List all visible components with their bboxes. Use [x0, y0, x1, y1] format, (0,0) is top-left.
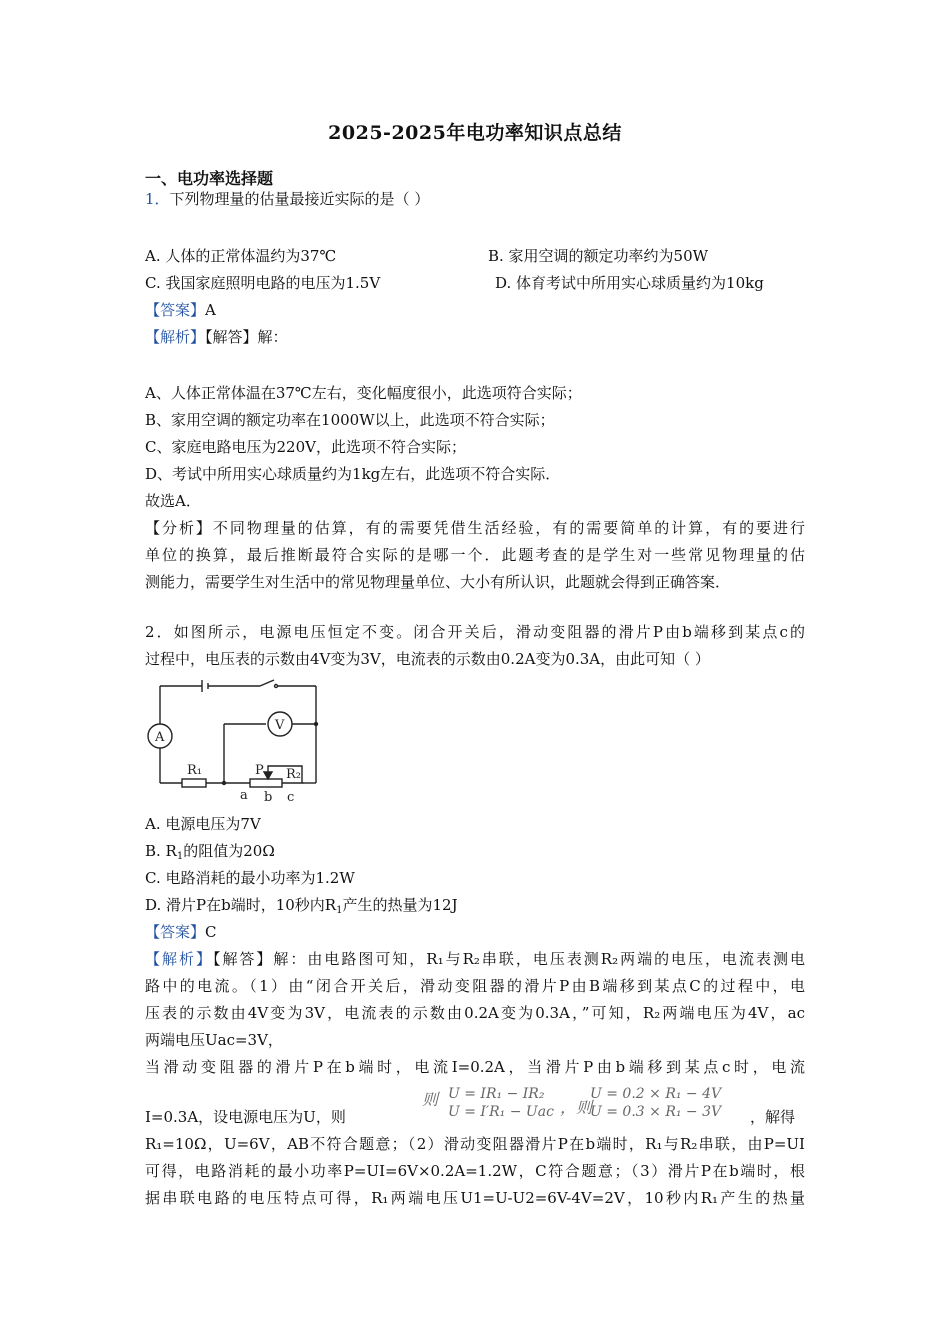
formula-ze-2: ，则 [560, 1098, 593, 1117]
q1-fenxi-2: 单位的换算，最后推断最符合实际的是哪一个．此题考查的是学生对一些常见物理量的估 [145, 546, 805, 564]
q2-stem-2: 过程中，电压表的示数由4V变为3V，电流表的示数由0.2A变为0.3A，由此可知（ ） [145, 650, 710, 668]
ammeter-label: A [155, 730, 165, 745]
formula-ze-1: 则 [422, 1090, 439, 1109]
p-label: P [255, 763, 264, 778]
q2-option-d: D. 滑片P在b端时，10秒内$R_1$产生的热量为12J [145, 896, 458, 916]
section-heading: 一、电功率选择题 [145, 169, 274, 188]
formula-eq2a: U = 0.2 × R₁ − 4V [590, 1086, 722, 1102]
formula-eq1b: U = I′R₁ − Uac [448, 1104, 554, 1120]
q2-analysis-9: 据串联电路的电压特点可得，R₁两端电压U1=U-U2=6V-4V=2V，10秒内R₁产生的热量 [145, 1189, 805, 1207]
circuit-diagram [140, 678, 340, 808]
q1-option-b: B. 家用空调的额定功率约为50W [488, 247, 709, 265]
q2-analysis-5: 当滑动变阻器的滑片P在b端时，电流I=0.2A，当滑片P由b端移到某点c时，电流 [145, 1058, 805, 1076]
q2-answer: 【答案】C [145, 923, 217, 941]
q2-stem-1: 2．如图所示，电源电压恒定不变。闭合开关后，滑动变阻器的滑片P由b端移到某点c的 [145, 623, 805, 641]
q2-option-b: B. $R_1$的阻值为20Ω [145, 842, 275, 862]
q1-option-c: C. 我国家庭照明电路的电压为1.5V [145, 274, 381, 292]
q1-analysis-c: C、家庭电路电压为220V，此选项不符合实际； [145, 438, 466, 456]
q1-choose: 故选A． [145, 492, 201, 510]
r1-label: R₁ [187, 763, 202, 778]
q1-option-d: D. 体育考试中所用实心球质量约为10kg [495, 274, 764, 292]
a-label: a [240, 788, 248, 803]
q2-analysis-1: 【解析】【解答】解：由电路图可知，R₁与R₂串联，电压表测R₂两端的电压，电流表测电 [145, 950, 805, 968]
formula-eq1a: U = IR₁ − IR₂ [448, 1086, 545, 1102]
q2-analysis-7: R₁=10Ω，U=6V，AB不符合题意；（2）滑动变阻器滑片P在b端时，R₁与R₂串联，由P=UI [145, 1135, 805, 1153]
q1-number: 1． [145, 190, 170, 208]
q1-fenxi-1: 【分析】不同物理量的估算，有的需要凭借生活经验，有的需要简单的计算，有的要进行 [145, 519, 805, 537]
q1-analysis-b: B、家用空调的额定功率在1000W以上，此选项不符合实际； [145, 411, 555, 429]
q2-analysis-2: 路中的电流。（1）由“闭合开关后，滑动变阻器的滑片P由B端移到某点C的过程中，电 [145, 977, 805, 995]
q2-analysis-8: 可得，电路消耗的最小功率P=UI=6V×0.2A=1.2W，C符合题意；（3）滑片P在b端时，根 [145, 1162, 805, 1180]
q1-fenxi-3: 测能力，需要学生对生活中的常见物理量单位、大小有所认识，此题就会得到正确答案． [145, 573, 731, 591]
q1-stem: 1．下列物理量的估量最接近实际的是（ ） [145, 190, 430, 208]
r2-label: R₂ [286, 767, 301, 782]
q1-answer: 【答案】A [145, 301, 216, 319]
b-label: b [264, 790, 273, 805]
page-title: 2025-2025年电功率知识点总结 [328, 122, 622, 144]
q1-option-a: A. 人体的正常体温约为37℃ [145, 247, 337, 265]
q2-option-c: C. 电路消耗的最小功率为1.2W [145, 869, 355, 887]
q1-analysis-head: 【解析】【解答】解： [145, 328, 288, 346]
c-label: c [287, 790, 295, 805]
formula-eq2b: U = 0.3 × R₁ − 3V [590, 1104, 722, 1120]
q1-analysis-d: D、考试中所用实心球质量约为1kg左右，此选项不符合实际． [145, 465, 561, 483]
q2-analysis-4: 两端电压Uac=3V， [145, 1031, 283, 1049]
q2-analysis-3: 压表的示数由4V变为3V，电流表的示数由0.2A变为0.3A，”可知，R₂两端电压为4V，ac [145, 1004, 805, 1022]
q2-option-a: A. 电源电压为7V [145, 815, 261, 833]
q2-analysis-6a: I=0.3A，设电源电压为U，则 [145, 1108, 346, 1126]
voltmeter-label: V [275, 718, 285, 733]
q1-analysis-a: A、人体正常体温在37℃左右，变化幅度很小，此选项符合实际； [145, 384, 582, 402]
q2-analysis-6b: ，解得 [750, 1108, 796, 1126]
